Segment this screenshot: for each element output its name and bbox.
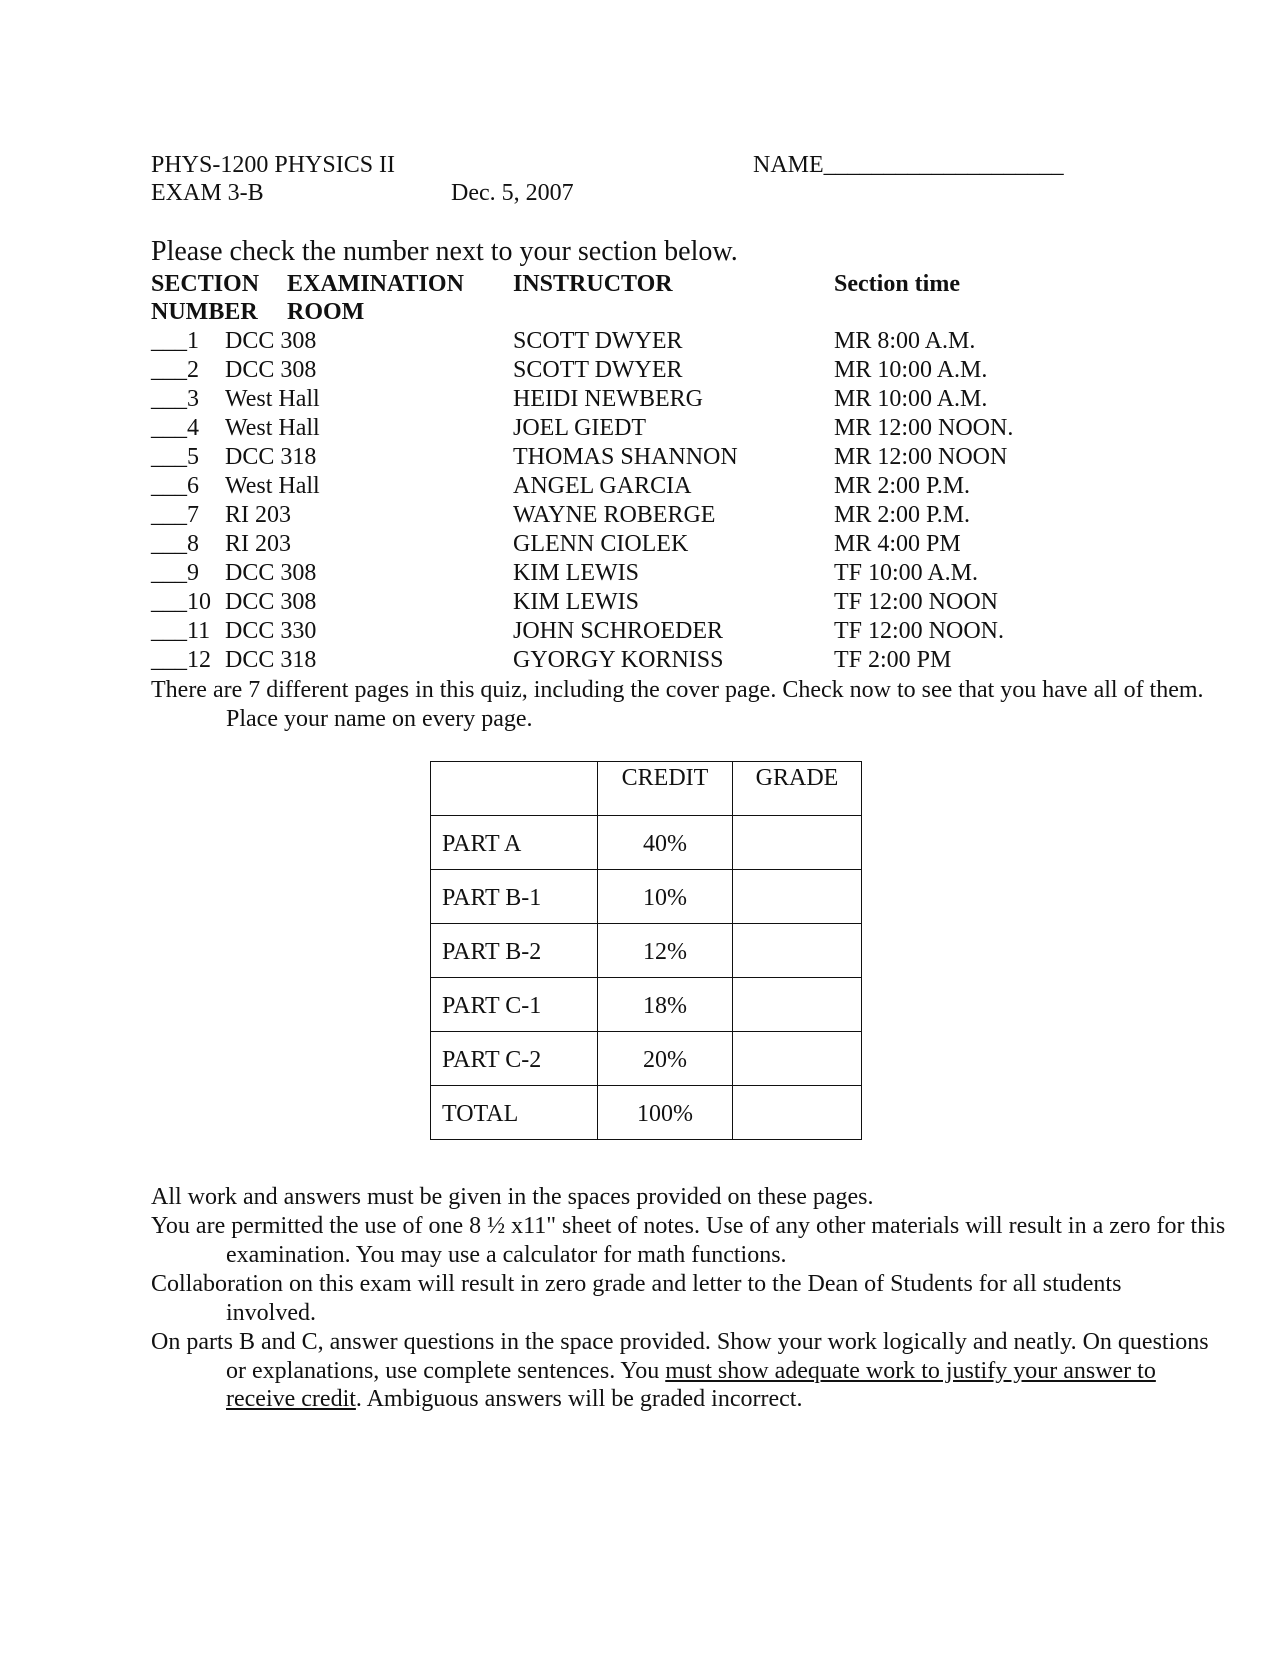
section-check-blank[interactable]: ___1: [151, 328, 199, 354]
rule-ambiguous-text: . Ambiguous answers will be graded incorrect.: [355, 1386, 803, 1413]
grade-header-grade: GRADE: [733, 762, 862, 816]
section-time: MR 12:00 NOON: [834, 444, 1008, 470]
grade-row: [431, 978, 862, 1032]
grade-header-blank: [431, 762, 598, 816]
section-time: TF 10:00 A.M.: [834, 560, 979, 586]
header-section: SECTION: [151, 271, 260, 297]
grade-credit: 12%: [598, 924, 733, 978]
exam-room: DCC 308: [225, 357, 317, 383]
instructor: JOEL GIEDT: [513, 415, 647, 441]
grade-cell[interactable]: [733, 978, 862, 1032]
rule-adequate-work-underlined: must show adequate work to justify your answer to receive credit: [226, 1357, 1156, 1413]
header-number: NUMBER: [151, 299, 258, 325]
instructor: GYORGY KORNISS: [513, 647, 724, 673]
grade-cell[interactable]: [733, 816, 862, 870]
instructor: KIM LEWIS: [513, 560, 639, 586]
grade-table: [430, 761, 862, 1140]
header-room: ROOM: [287, 299, 365, 325]
section-time: MR 12:00 NOON.: [834, 415, 1014, 441]
section-time: MR 2:00 P.M.: [834, 502, 971, 528]
exam-room: West Hall: [225, 415, 320, 441]
section-check-blank[interactable]: ___6: [151, 473, 199, 499]
exam-room: DCC 308: [225, 589, 317, 615]
rule-notes-sheet: You are permitted the use of one 8 ½ x11" sheet of notes. Use of any other materials will result in a zero for this examination. You may use a calculator for math functions.: [151, 1213, 1226, 1268]
grade-part: PART A: [431, 816, 598, 870]
instructor: WAYNE ROBERGE: [513, 502, 716, 528]
grade-cell[interactable]: [733, 870, 862, 924]
header-examination: EXAMINATION: [287, 271, 464, 297]
section-check-blank[interactable]: ___9: [151, 560, 199, 586]
grade-row: [431, 924, 862, 978]
grade-row: [431, 816, 862, 870]
name-field-label: NAME____________________: [753, 152, 1064, 178]
grade-cell[interactable]: [733, 1086, 862, 1140]
grade-part: PART C-1: [431, 978, 598, 1032]
section-instruction: Please check the number next to your section below.: [151, 236, 738, 267]
rule-collaboration: Collaboration on this exam will result in zero grade and letter to the Dean of Students for all students involved.: [151, 1271, 1122, 1326]
header-section-time: Section time: [834, 271, 960, 297]
exam-room: RI 203: [225, 531, 291, 557]
section-time: MR 8:00 A.M.: [834, 328, 976, 354]
exam-room: DCC 318: [225, 647, 317, 673]
instructor: KIM LEWIS: [513, 589, 639, 615]
grade-credit: 100%: [598, 1086, 733, 1140]
section-time: MR 2:00 P.M.: [834, 473, 971, 499]
grade-part: PART B-1: [431, 870, 598, 924]
section-row: [0, 588, 1280, 617]
section-check-blank[interactable]: ___11: [151, 618, 211, 644]
section-row: [0, 646, 1280, 675]
section-row: [0, 501, 1280, 530]
exam-room: DCC 330: [225, 618, 317, 644]
section-check-blank[interactable]: ___5: [151, 444, 199, 470]
section-row: [0, 617, 1280, 646]
section-check-blank[interactable]: ___3: [151, 386, 199, 412]
exam-date: Dec. 5, 2007: [451, 180, 574, 206]
exam-room: West Hall: [225, 386, 320, 412]
grade-cell[interactable]: [733, 924, 862, 978]
grade-part: TOTAL: [431, 1086, 598, 1140]
exam-id: EXAM 3-B: [151, 180, 264, 206]
rule-parts-b-c: [151, 1328, 1226, 1414]
section-time: TF 12:00 NOON.: [834, 618, 1005, 644]
grade-part: PART B-2: [431, 924, 598, 978]
grade-credit: 18%: [598, 978, 733, 1032]
grade-row: [431, 1032, 862, 1086]
section-check-blank[interactable]: ___4: [151, 415, 199, 441]
grade-header-credit: CREDIT: [598, 762, 733, 816]
grade-credit: 10%: [598, 870, 733, 924]
section-row: [0, 559, 1280, 588]
grade-cell[interactable]: [733, 1032, 862, 1086]
section-row: [0, 414, 1280, 443]
section-time: MR 10:00 A.M.: [834, 386, 988, 412]
exam-room: DCC 308: [225, 328, 317, 354]
section-time: MR 10:00 A.M.: [834, 357, 988, 383]
section-check-blank[interactable]: ___10: [151, 589, 211, 615]
exam-room: DCC 308: [225, 560, 317, 586]
section-check-blank[interactable]: ___12: [151, 647, 211, 673]
instructor: ANGEL GARCIA: [513, 473, 692, 499]
section-row: [0, 472, 1280, 501]
rule-parts-b-c-text: On parts B and C, answer questions in the space provided. Show your work logically and neatly. On questions or explanations, use complete sentences. You: [151, 1329, 1209, 1384]
course-title: PHYS-1200 PHYSICS II: [151, 152, 396, 178]
section-time: TF 2:00 PM: [834, 647, 952, 673]
grade-table-header-row: [431, 762, 862, 816]
section-row: [0, 356, 1280, 385]
rule-work-in-spaces: All work and answers must be given in the spaces provided on these pages.: [151, 1184, 874, 1210]
exam-room: DCC 318: [225, 444, 317, 470]
grade-credit: 20%: [598, 1032, 733, 1086]
pages-note: There are 7 different pages in this quiz, including the cover page. Check now to see that you have all of them. Place your name on every page.: [151, 677, 1204, 732]
header-instructor: INSTRUCTOR: [513, 271, 673, 297]
section-row: [0, 530, 1280, 559]
instructor: SCOTT DWYER: [513, 328, 683, 354]
instructor: SCOTT DWYER: [513, 357, 683, 383]
grade-credit: 40%: [598, 816, 733, 870]
grade-part: PART C-2: [431, 1032, 598, 1086]
section-row: [0, 385, 1280, 414]
section-time: TF 12:00 NOON: [834, 589, 999, 615]
exam-room: RI 203: [225, 502, 291, 528]
exam-room: West Hall: [225, 473, 320, 499]
grade-row: [431, 870, 862, 924]
instructor: THOMAS SHANNON: [513, 444, 738, 470]
instructor: HEIDI NEWBERG: [513, 386, 703, 412]
instructor: JOHN SCHROEDER: [513, 618, 724, 644]
section-check-blank[interactable]: ___8: [151, 531, 199, 557]
section-row: [0, 327, 1280, 356]
section-time: MR 4:00 PM: [834, 531, 961, 557]
section-check-blank[interactable]: ___7: [151, 502, 199, 528]
section-check-blank[interactable]: ___2: [151, 357, 199, 383]
section-row: [0, 443, 1280, 472]
grade-row: [431, 1086, 862, 1140]
instructor: GLENN CIOLEK: [513, 531, 689, 557]
